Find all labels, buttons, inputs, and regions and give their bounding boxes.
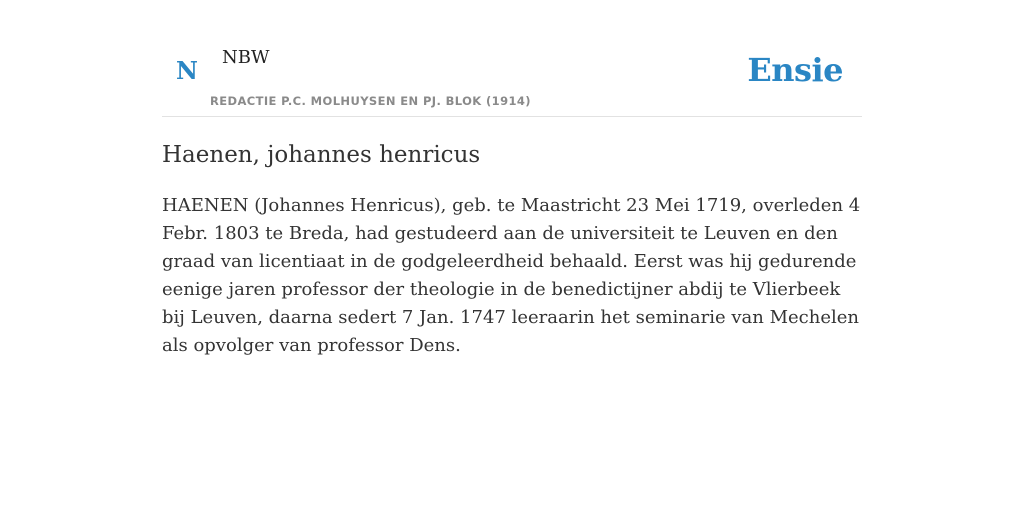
publication-name[interactable]: NBW xyxy=(222,47,270,68)
editors-line: REDACTIE P.C. MOLHUYSEN EN PJ. BLOK (1914) xyxy=(210,94,531,108)
header xyxy=(162,0,862,117)
site-logo[interactable]: Ensie xyxy=(747,51,843,89)
article-body: HAENEN (Johannes Henricus), geb. te Maastricht 23 Mei 1719, overleden 4 Febr. 1803 te Breda, had gestudeerd aan de universiteit te Leuven en den graad van licentiaat in de godgeleerdheid behaald. Eerst was hij gedurende eenige jaren professor der theologie in de benedictijner abdij te Vlierbeek bij Leuven, daarna sedert 7 Jan. 1747 leeraarin het seminarie van Mechelen als opvolger van professor Dens. xyxy=(162,195,861,356)
publication-logo-icon[interactable]: N xyxy=(176,56,198,85)
article-title: Haenen, johannes henricus xyxy=(162,142,481,168)
